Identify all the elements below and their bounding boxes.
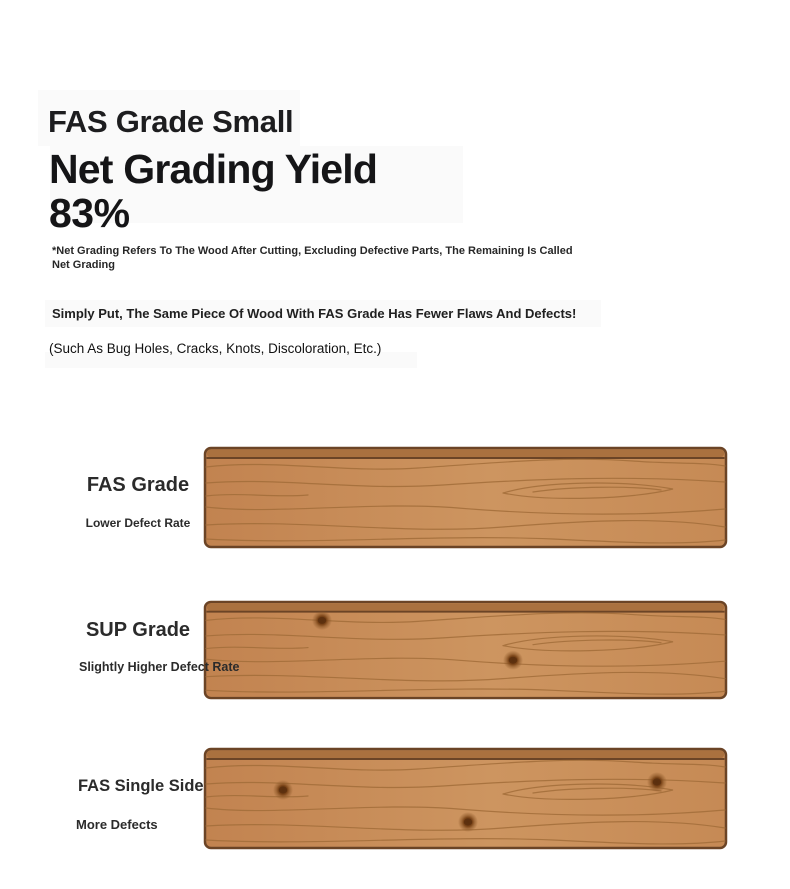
plank-graphic	[203, 747, 728, 850]
grade-sublabel-sup: Slightly Higher Defect Rate	[79, 660, 240, 674]
grade-label-fas-single-side: FAS Single Side	[78, 777, 204, 795]
grade-sublabel-fas-single-side: More Defects	[76, 817, 158, 832]
wood-plank-sup-grade	[203, 600, 728, 700]
page-title-line1: FAS Grade Small	[48, 104, 294, 139]
net-grading-footnote: *Net Grading Refers To The Wood After Cutting, Excluding Defective Parts, The Remaining Is Called Net Grading	[52, 245, 573, 271]
knot-defect-core	[464, 818, 472, 825]
knot-defect-core	[653, 778, 661, 785]
page-title-percentage: 83%	[49, 190, 130, 236]
knot-defect-core	[279, 786, 287, 793]
grade-label-sup: SUP Grade	[85, 619, 191, 641]
knot-defect-core	[318, 617, 326, 624]
wood-plank-fas-single-side	[203, 747, 728, 850]
wood-plank-fas-grade	[203, 446, 728, 549]
defect-examples-note: (Such As Bug Holes, Cracks, Knots, Discoloration, Etc.)	[49, 341, 382, 356]
plank-graphic	[203, 600, 728, 700]
knot-defect-core	[509, 657, 517, 664]
grade-label-fas: FAS Grade	[86, 474, 190, 496]
page-title-line2: Net Grading Yield	[49, 146, 378, 192]
grade-sublabel-fas: Lower Defect Rate	[85, 516, 191, 530]
summary-statement: Simply Put, The Same Piece Of Wood With FAS Grade Has Fewer Flaws And Defects!	[52, 306, 577, 321]
plank-graphic	[203, 446, 728, 549]
